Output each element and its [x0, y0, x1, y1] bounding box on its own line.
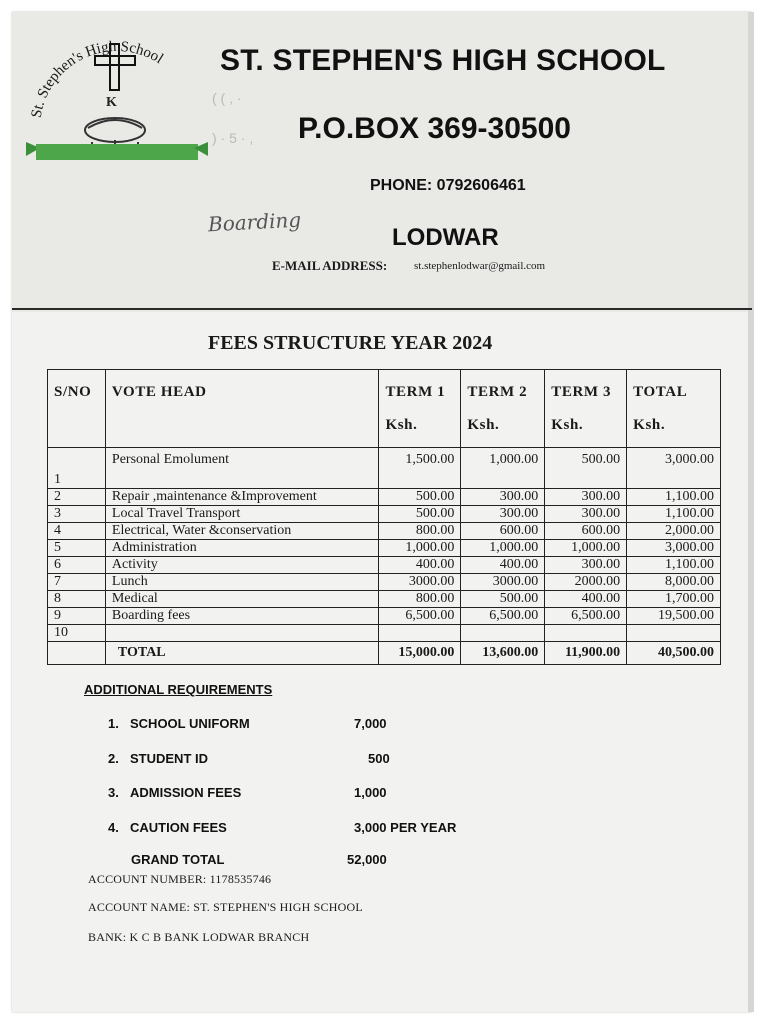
row-vote-head: Electrical, Water &conservation	[105, 523, 379, 540]
svg-text:K: K	[106, 95, 117, 110]
bank-name: BANK: K C B BANK LODWAR BRANCH	[88, 930, 310, 944]
row-total: 1,100.00	[627, 489, 721, 506]
row-total: 19,500.00	[627, 608, 721, 625]
row-term3: 2000.00	[545, 574, 627, 591]
table-row	[48, 448, 721, 489]
row-term2: 400.00	[461, 557, 545, 574]
row-vote-head: Administration	[105, 540, 379, 557]
table-row	[48, 540, 721, 557]
table-row	[48, 506, 721, 523]
table-row	[48, 625, 721, 642]
header-term2: TERM 2 Ksh.	[461, 370, 545, 448]
row-sno: 10	[48, 625, 106, 642]
fees-table	[47, 369, 721, 665]
header-term3: TERM 3 Ksh.	[545, 370, 627, 448]
show-through-mark: ) · 5 · ,	[212, 130, 254, 146]
row-term3	[545, 625, 627, 642]
row-vote-head: Lunch	[105, 574, 379, 591]
item-label: STUDENT ID	[130, 750, 208, 766]
row-vote-head	[105, 625, 379, 642]
school-name: ST. STEPHEN'S HIGH SCHOOL	[220, 44, 666, 77]
row-term1: 800.00	[379, 523, 461, 540]
row-vote-head: Boarding fees	[105, 608, 379, 625]
row-vote-head: Repair ,maintenance &Improvement	[105, 489, 379, 506]
row-sno: 2	[48, 489, 106, 506]
show-through-mark: ( ( , ·	[212, 90, 242, 106]
row-sno: 8	[48, 591, 106, 608]
row-sno: 1	[48, 448, 106, 489]
header-term1: TERM 1 Ksh.	[379, 370, 461, 448]
town-name	[392, 218, 552, 236]
row-term3: 600.00	[545, 523, 627, 540]
row-term3: 1,000.00	[545, 540, 627, 557]
table-row	[48, 557, 721, 574]
row-sno: 5	[48, 540, 106, 557]
row-total: 1,100.00	[627, 557, 721, 574]
item-label: CAUTION FEES	[130, 819, 227, 835]
row-term2: 6,500.00	[461, 608, 545, 625]
row-term1: 1,500.00	[379, 448, 461, 489]
total-term3: 11,900.00	[545, 642, 627, 665]
email-address: st.stephenlodwar@gmail.com	[414, 260, 546, 272]
item-number: 2.	[108, 750, 119, 766]
po-box: P.O.BOX 369-30500	[298, 112, 571, 145]
grand-total-label: GRAND TOTAL	[131, 852, 225, 867]
row-term2	[461, 625, 545, 642]
grand-total-value: 52,000	[347, 852, 387, 867]
table-total-row	[48, 642, 721, 665]
row-term2: 1,000.00	[461, 448, 545, 489]
total-grand: 40,500.00	[627, 642, 721, 665]
item-value: 3,000 PER YEAR	[354, 819, 457, 835]
row-term1: 500.00	[379, 489, 461, 506]
table-header-row	[48, 370, 721, 448]
row-vote-head: Local Travel Transport	[105, 506, 379, 523]
phone-number: PHONE: 0792606461	[370, 177, 526, 194]
row-term1: 3000.00	[379, 574, 461, 591]
item-number: 4.	[108, 819, 119, 835]
table-row	[48, 489, 721, 506]
table-row	[48, 574, 721, 591]
row-total: 8,000.00	[627, 574, 721, 591]
row-total	[627, 625, 721, 642]
svg-text:St. Stephen's High School	[29, 39, 166, 119]
item-number: 3.	[108, 785, 119, 800]
table-row	[48, 608, 721, 625]
total-term1: 15,000.00	[379, 642, 461, 665]
row-term1: 400.00	[379, 557, 461, 574]
row-term2: 500.00	[461, 591, 545, 608]
row-term3: 6,500.00	[545, 608, 627, 625]
item-number: 1.	[108, 716, 119, 731]
row-sno: 6	[48, 557, 106, 574]
account-number: ACCOUNT NUMBER: 1178535746	[88, 872, 272, 886]
row-sno: 9	[48, 608, 106, 625]
row-term1: 6,500.00	[379, 608, 461, 625]
item-label: SCHOOL UNIFORM	[130, 716, 250, 731]
row-term2: 300.00	[461, 489, 545, 506]
account-name: ACCOUNT NAME: ST. STEPHEN'S HIGH SCHOOL	[88, 900, 363, 914]
header-vote-head: VOTE HEAD	[105, 370, 379, 448]
header-sno: S/NO	[48, 370, 106, 448]
row-sno: 7	[48, 574, 106, 591]
additional-requirements-heading: ADDITIONAL REQUIREMENTS	[84, 682, 273, 697]
row-vote-head: Medical	[105, 591, 379, 608]
row-vote-head: Activity	[105, 557, 379, 574]
row-term2: 300.00	[461, 506, 545, 523]
email-label: E-MAIL ADDRESS:	[272, 258, 388, 273]
row-sno: 4	[48, 523, 106, 540]
crest-arc-text: St. Stephen's High School	[28, 38, 166, 120]
row-total: 3,000.00	[627, 448, 721, 489]
header-total: TOTAL Ksh.	[627, 370, 721, 448]
page-edge	[748, 12, 754, 1012]
row-term2: 3000.00	[461, 574, 545, 591]
item-value: 1,000	[354, 785, 387, 800]
row-term1: 800.00	[379, 591, 461, 608]
table-row	[48, 523, 721, 540]
table-row	[48, 591, 721, 608]
row-term2: 1,000.00	[461, 540, 545, 557]
item-value: 7,000	[354, 716, 387, 731]
total-term2: 13,600.00	[461, 642, 545, 665]
row-term3: 300.00	[545, 557, 627, 574]
row-vote-head: Personal Emolument	[105, 448, 379, 489]
item-value: 500	[368, 750, 390, 766]
item-label: ADMISSION FEES	[130, 785, 242, 800]
total-sno-cell	[48, 642, 106, 665]
row-term3: 500.00	[545, 448, 627, 489]
row-term3: 400.00	[545, 591, 627, 608]
row-term3: 300.00	[545, 489, 627, 506]
row-total: 1,700.00	[627, 591, 721, 608]
row-total: 3,000.00	[627, 540, 721, 557]
row-term3: 300.00	[545, 506, 627, 523]
header-divider	[12, 308, 752, 310]
row-term1: 1,000.00	[379, 540, 461, 557]
row-total: 2,000.00	[627, 523, 721, 540]
row-sno: 3	[48, 506, 106, 523]
school-crest-logo	[22, 30, 212, 168]
row-term2: 600.00	[461, 523, 545, 540]
handwritten-note: Boarding	[207, 207, 302, 237]
row-term1	[379, 625, 461, 642]
row-total: 1,100.00	[627, 506, 721, 523]
total-label: TOTAL	[105, 642, 379, 665]
row-term1: 500.00	[379, 506, 461, 523]
fees-structure-title: FEES STRUCTURE YEAR 2024	[208, 332, 493, 354]
